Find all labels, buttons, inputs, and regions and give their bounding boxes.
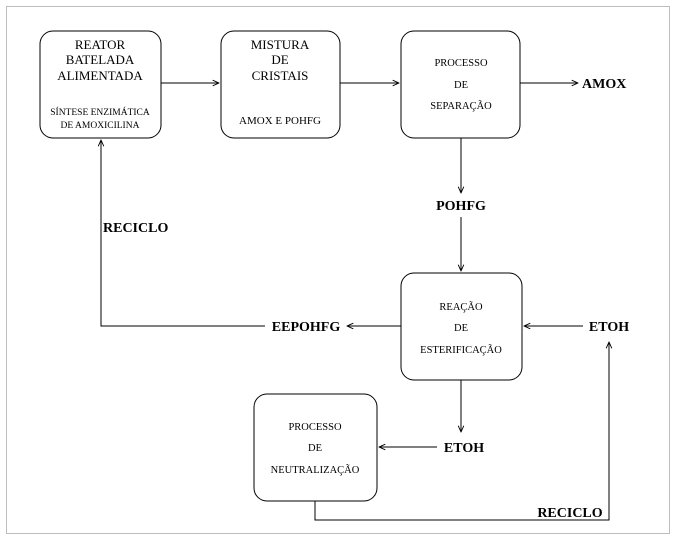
separation-title-line3: SEPARAÇÃO (430, 101, 492, 112)
label-amox: AMOX (582, 77, 627, 92)
crystals-subtitle: AMOX E POHFG (239, 115, 321, 127)
neutralization-title-line3: NEUTRALIZAÇÃO (270, 465, 360, 476)
crystals-title-line1: MISTURA (250, 37, 310, 52)
label-reciclo-bottom: RECICLO (537, 506, 603, 521)
reactor-title-line1: REATOR (74, 37, 126, 52)
crystals-title-line2: DE (271, 52, 289, 67)
separation-title-line2: DE (454, 80, 468, 91)
esterification-box (401, 273, 522, 380)
reactor-title-line2: BATELADA (65, 52, 135, 67)
esterification-title-line2: DE (454, 323, 468, 334)
reactor-box (40, 31, 161, 138)
reactor-subtitle-line1: SÍNTESE ENZIMÁTICA (50, 108, 150, 118)
label-reciclo-left: RECICLO (103, 221, 169, 236)
separation-box (401, 31, 520, 138)
label-etoh-right: ETOH (588, 320, 630, 335)
label-eepohfg: EEPOHFG (271, 320, 341, 335)
crystal-mixture-box (221, 31, 340, 138)
neutralization-box (254, 394, 377, 501)
esterification-title-line1: REAÇÃO (439, 302, 483, 313)
crystals-title-line3: CRISTAIS (251, 68, 309, 83)
esterification-title-line3: ESTERIFICAÇÃO (420, 345, 502, 356)
label-pohfg: POHFG (436, 199, 486, 214)
neutralization-title-line2: DE (308, 443, 322, 454)
separation-title-line1: PROCESSO (434, 58, 488, 69)
neutralization-title-line1: PROCESSO (288, 422, 342, 433)
label-etoh-bottom: ETOH (443, 441, 485, 456)
reactor-title-line3: ALIMENTADA (57, 68, 143, 83)
reactor-subtitle-line2: DE AMOXICILINA (60, 121, 140, 131)
